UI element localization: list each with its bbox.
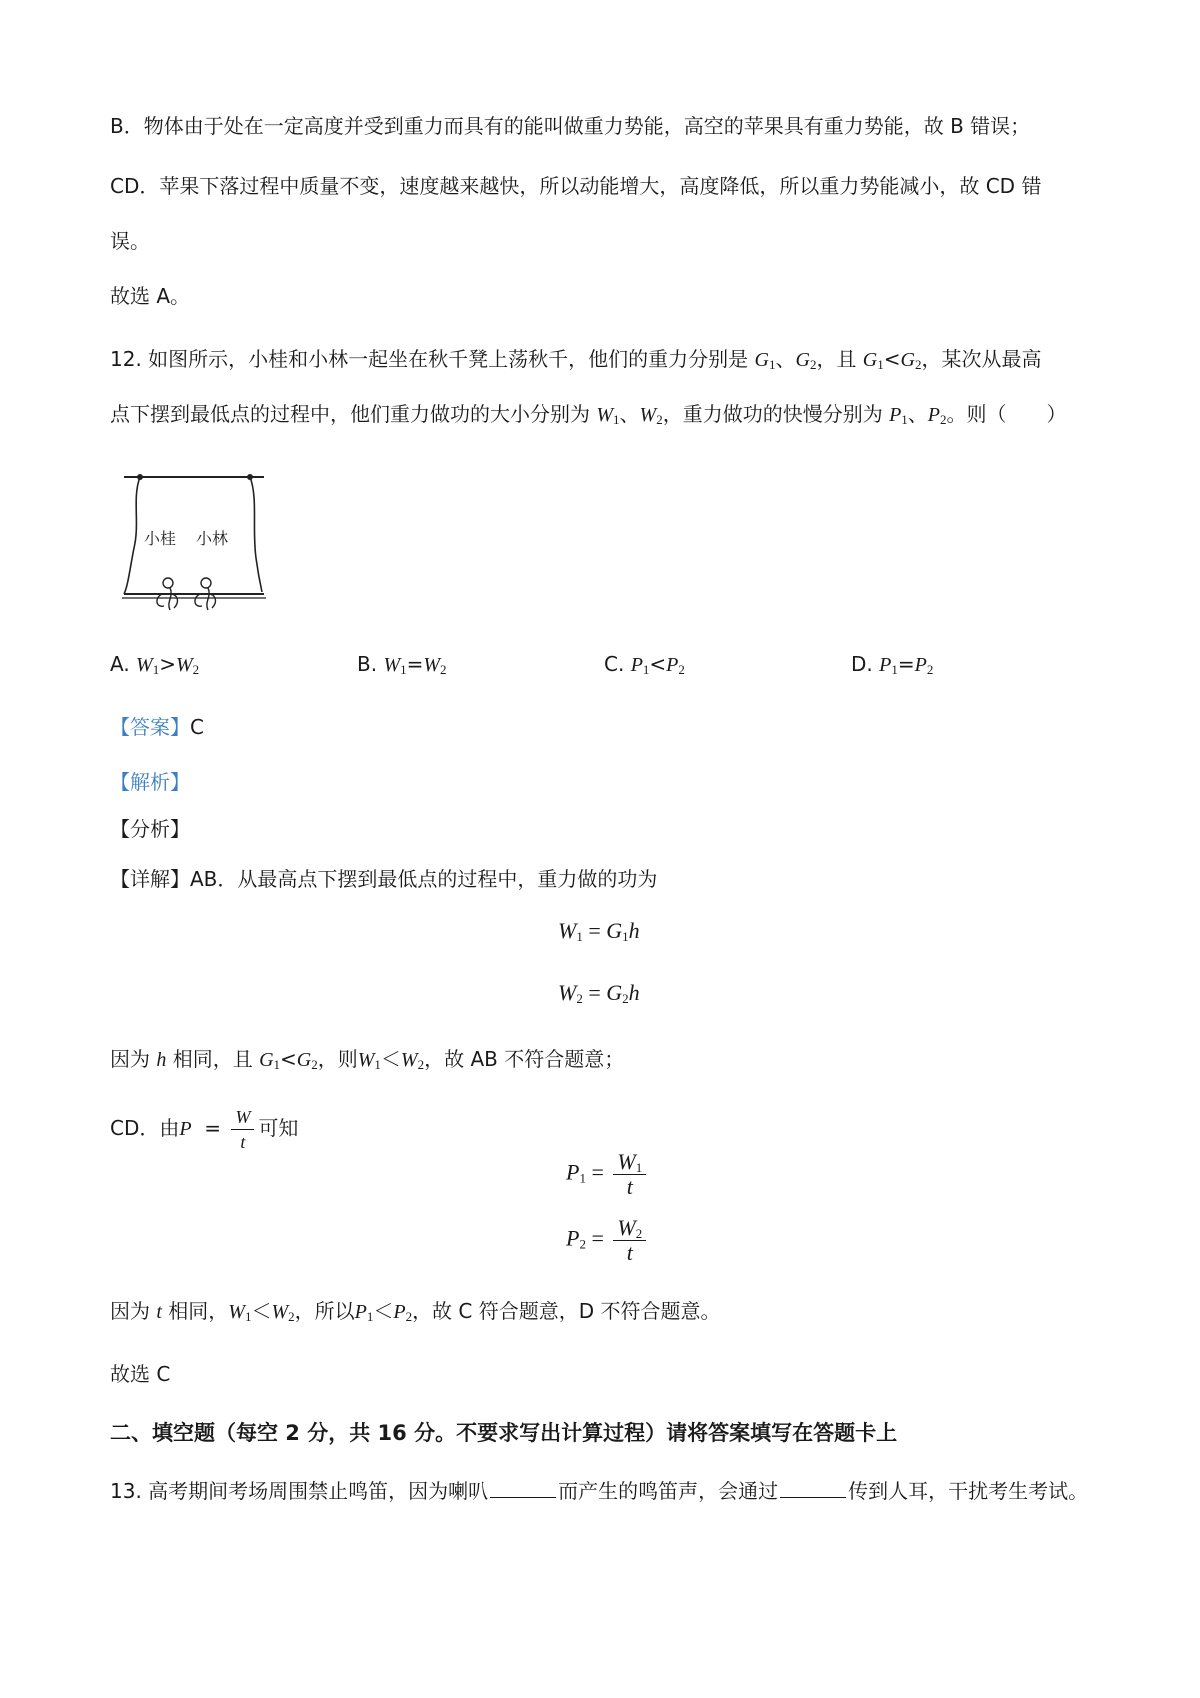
option-b: B. $W_1=W_2$ bbox=[357, 652, 447, 677]
q12-text: ，且 bbox=[816, 347, 863, 371]
question-12-line-2: 点下摆到最低点的过程中，他们重力做功的大小分别为 $W_1$、$W_2$，重力做功的快慢分别为 $P_1$、$P_2$。则（ ） bbox=[110, 402, 1067, 427]
detail-text: ，所以 bbox=[294, 1299, 355, 1323]
cd-by-line: CD．由P = $\frac{W}{t}$ 可知 bbox=[110, 1107, 299, 1152]
select-a: 故选 A。 bbox=[110, 284, 191, 308]
detail-text: 因为 bbox=[110, 1299, 157, 1323]
explanation-b: B．物体由于处在一定高度并受到重力而具有的能叫做重力势能，高空的苹果具有重力势能，故 B 错误； bbox=[110, 114, 1031, 138]
answer-value: C bbox=[190, 715, 204, 739]
detail-text: CD．由 bbox=[110, 1116, 180, 1140]
option-d: D. $P_1=P_2$ bbox=[851, 652, 934, 677]
q12-text: 12. 如图所示，小桂和小林一起坐在秋千凳上荡秋千，他们的重力分别是 bbox=[110, 347, 755, 371]
q12-text: 点下摆到最低点的过程中，他们重力做功的大小分别为 bbox=[110, 402, 597, 426]
equation-w2: $W_2 = G_2h$ bbox=[558, 980, 640, 1006]
option-b-letter: B. bbox=[357, 652, 384, 676]
q12-text: 。则（ ） bbox=[946, 402, 1067, 426]
answer-line bbox=[110, 713, 204, 741]
q13-blank-1[interactable] bbox=[490, 1479, 556, 1498]
swing-label-xiaogui: 小桂 bbox=[144, 529, 177, 548]
detail-text: ，则 bbox=[317, 1047, 358, 1071]
detail-text: ，故 AB 不符合题意； bbox=[424, 1047, 625, 1071]
detail-text: 因为 bbox=[110, 1047, 157, 1071]
detail-text: 相同， bbox=[161, 1299, 229, 1323]
analysis-tag: 【解析】 bbox=[110, 770, 190, 794]
detail-text: 可知 bbox=[258, 1116, 299, 1140]
q13-blank-2[interactable] bbox=[780, 1479, 846, 1498]
q13-text: 13. 高考期间考场周围禁止鸣笛，因为喇叭 bbox=[110, 1479, 489, 1503]
option-d-letter: D. bbox=[851, 652, 880, 676]
option-a-letter: A. bbox=[110, 652, 137, 676]
question-13 bbox=[110, 1477, 1088, 1505]
q13-text: 传到人耳，干扰考生考试。 bbox=[848, 1479, 1089, 1503]
equation-w1: $W_1 = G_1h$ bbox=[558, 918, 640, 944]
section-2-heading: 二、填空题（每空 2 分，共 16 分。不要求写出计算过程）请将答案填写在答题卡上 bbox=[110, 1421, 898, 1445]
swing-label-xiaolin: 小林 bbox=[196, 529, 229, 548]
because-t-line: 因为 t 相同，$W_1<W_2$，所以$P_1<P_2$，故 C 符合题意，D 不符合题意。 bbox=[110, 1299, 721, 1324]
explanation-cd-line-1: CD．苹果下落过程中质量不变，速度越来越快，所以动能增大，高度降低，所以重力势能减小，故 CD 错 bbox=[110, 174, 1042, 198]
because-h-line: 因为 h 相同，且 $G_1<G_2$，则$W_1<W_2$，故 AB 不符合题意； bbox=[110, 1047, 625, 1072]
question-12-line-1: 12. 如图所示，小桂和小林一起坐在秋千凳上荡秋千，他们的重力分别是 $G_1$、$G_2$，且 $G_1<G_2$，某次从最高 bbox=[110, 347, 1042, 372]
explanation-cd-line-2: 误。 bbox=[110, 229, 150, 253]
option-c: C. $P_1<P_2$ bbox=[604, 652, 685, 677]
detail-text: ，故 C 符合题意，D 不符合题意。 bbox=[412, 1299, 721, 1323]
q13-text: 而产生的鸣笛声，会通过 bbox=[558, 1479, 779, 1503]
option-c-letter: C. bbox=[604, 652, 631, 676]
answer-tag: 【答案】 bbox=[110, 715, 190, 739]
equation-p1: $P_1$ = $\frac{W_1}{t}$ bbox=[566, 1150, 650, 1199]
q12-text: ，重力做功的快慢分别为 bbox=[662, 402, 890, 426]
select-c: 故选 C bbox=[110, 1362, 171, 1386]
equation-p2: $P_2$ = $\frac{W_2}{t}$ bbox=[566, 1216, 650, 1265]
detail-line-1: 【详解】AB．从最高点下摆到最低点的过程中，重力做的功为 bbox=[110, 867, 658, 891]
q12-text: ，某次从最高 bbox=[921, 347, 1042, 371]
swing-figure bbox=[118, 468, 278, 618]
fenxi-tag: 【分析】 bbox=[110, 817, 190, 841]
option-a: A. $W_1>W_2$ bbox=[110, 652, 200, 677]
detail-text: 相同，且 bbox=[166, 1047, 260, 1071]
